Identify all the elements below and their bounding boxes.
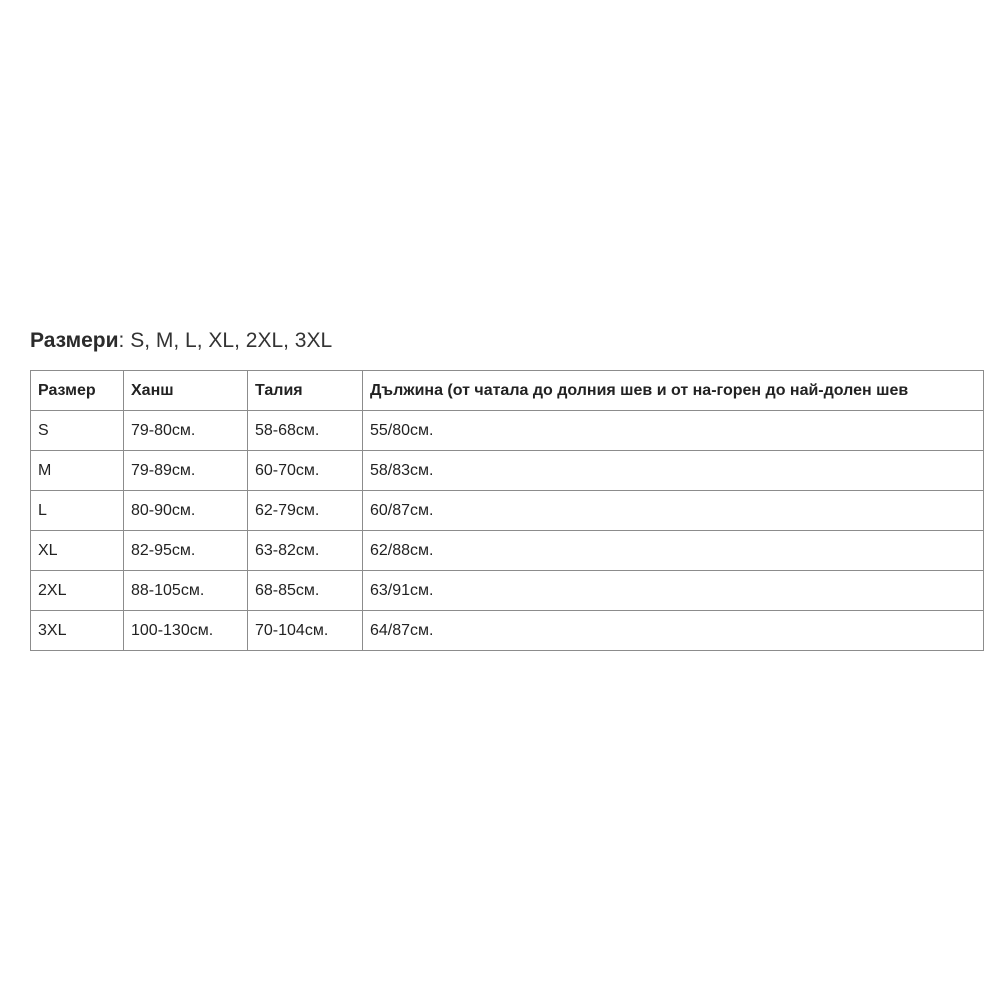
cell-length: 63/91см. [363,571,984,611]
cell-waist: 68-85см. [248,571,363,611]
cell-waist: 60-70см. [248,451,363,491]
cell-waist: 70-104см. [248,611,363,651]
header-length: Дължина (от чатала до долния шев и от на-горен до най-долен шев [363,371,984,411]
cell-hips: 82-95см. [124,531,248,571]
cell-size: M [31,451,124,491]
sizes-heading [30,326,332,356]
cell-size: 2XL [31,571,124,611]
cell-length: 60/87см. [363,491,984,531]
cell-hips: 79-89см. [124,451,248,491]
table-row [31,611,984,651]
table-row [31,491,984,531]
cell-size: S [31,411,124,451]
cell-hips: 79-80см. [124,411,248,451]
cell-size: 3XL [31,611,124,651]
cell-hips: 80-90см. [124,491,248,531]
header-waist: Талия [248,371,363,411]
sizes-heading-list: S, M, L, XL, 2XL, 3XL [130,329,333,352]
cell-waist: 63-82см. [248,531,363,571]
header-size: Размер [31,371,124,411]
table-row [31,531,984,571]
sizes-heading-separator: : [118,329,131,352]
cell-length: 64/87см. [363,611,984,651]
header-hips: Ханш [124,371,248,411]
table-header-row [31,371,984,411]
cell-length: 58/83см. [363,451,984,491]
cell-hips: 88-105см. [124,571,248,611]
cell-waist: 58-68см. [248,411,363,451]
sizes-heading-label: Размери [30,329,119,352]
cell-length: 62/88см. [363,531,984,571]
table-row [31,571,984,611]
table-row [31,451,984,491]
cell-length: 55/80см. [363,411,984,451]
size-table [30,370,984,651]
cell-size: XL [31,531,124,571]
cell-waist: 62-79см. [248,491,363,531]
cell-hips: 100-130см. [124,611,248,651]
cell-size: L [31,491,124,531]
table-row [31,411,984,451]
